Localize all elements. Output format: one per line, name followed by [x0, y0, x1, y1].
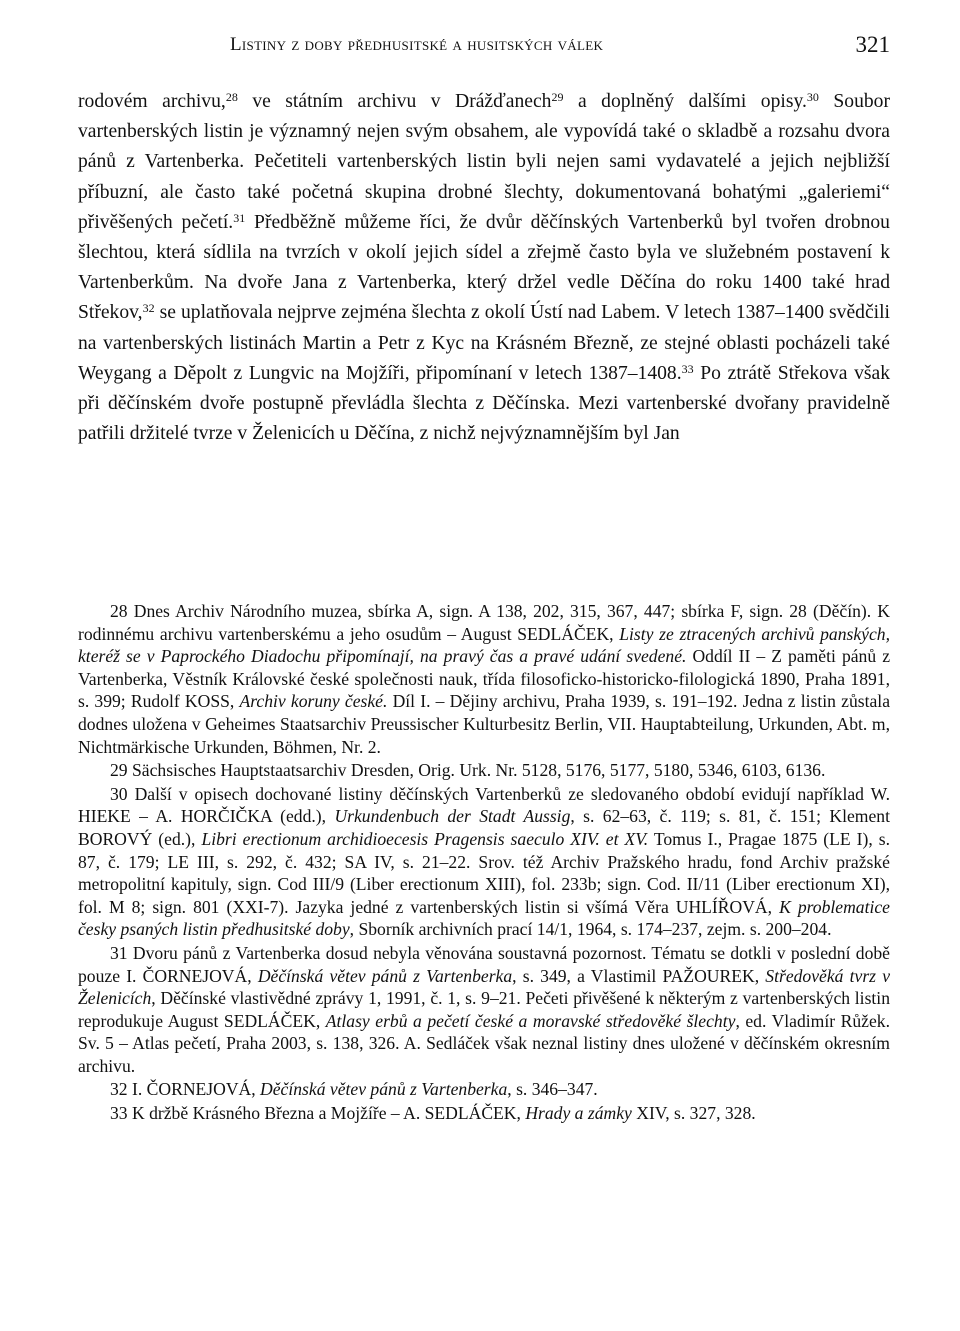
footnote-ref-31[interactable]: 31: [233, 210, 246, 225]
footnote-32: 32 I. ČORNEJOVÁ, Děčínská větev pánů z Vartenberka, s. 346–347.: [110, 1079, 598, 1100]
footnote-29: 29 Sächsisches Hauptstaatsarchiv Dresden, Orig. Urk. Nr. 5128, 5176, 5177, 5180, 5346, 6103, 6136.: [110, 760, 826, 781]
footnote-ref-29[interactable]: 29: [551, 90, 564, 104]
footnote-ref-30[interactable]: 30: [806, 90, 819, 104]
footnote-31: 31 Dvoru pánů z Vartenberka dosud nebyla věnována soustavná pozornost. Tématu se dotkli v poslední době pouze I. ČORNEJOVÁ, Děčínská větev pánů z Vartenberka, s. 349, a Vlastimil PAŽOUREK, Středověká tvrz v Želenicích, Děčínské vlastivědné zprávy 1, 1991, č. 1, s. 9–21. Pečeti přivěšené k některým z vartenberských listin reprodukuje August SEDLÁČEK, Atlasy erbů a pečetí české a moravské středověké šlechty, ed. Vladimír Růžek. Sv. 5 – Atlas pečetí, Praha 2003, s. 138, 326. A. Sedláček však neznal listiny dnes uložené v děčínském okresním archivu.: [78, 942, 891, 1076]
footnote-33: 33 K držbě Krásného Března a Mojžíře – A. SEDLÁČEK, Hrady a zámky XIV, s. 327, 328.: [110, 1103, 756, 1124]
footnote-ref-28[interactable]: 28: [225, 90, 238, 104]
footnote-separator: [78, 561, 890, 562]
page-header: [78, 34, 890, 62]
page-number: 321: [855, 32, 890, 57]
main-text: [78, 87, 890, 449]
body-paragraph: rodovém archivu,$^{28}$ ve státním archivu v Drážďanech$^{29}$ a doplněný dalšími opisy.$^{30}$ Soubor vartenberských listin je významný nejen svým obsahem, ale vypovídá také o skladbě a rozsahu dvora pánů z Vartenberka. Pečetiteli vartenberských listin byli nejen sami vydavatelé a jejich nejbližší příbuzní, ale často také početná skupina drobné šlechty, dokumentovaná bohatými „galeriemi“ přivěšených pečetí.$^{31}$ Předběžně můžeme říci, že dvůr děčínských Vartenberků byl tvořen drobnou šlechtou, která sídlila na tvrzích v okolí jejich sídel a zřejmě často byla ve služebném postavení k Vartenberkům. Na dvoře Jana z Vartenberka, který držel vedle Děčína do roku 1400 také hrad Střekov,$^{32}$ se uplatňovala nejprve zejména šlechta z okolí Ústí nad Labem. V letech 1387–1400 svědčili na vartenberských listinách Martin a Petr z Kyc na Krásném Březně, ze stejné oblasti pocházeli také Weygang a Děpolt z Lungvic na Mojžíři, připomínaní v letech 1387–1408.33 Po ztrátě Střekova však při děčínském dvoře postupně převládla šlechta z Děčínska. Mezi vartenberské dvořany pravidelně patřili držitelé tvrze v Želenicích u Děčína, z nichž nejvýznamnějším byl Jan: [78, 90, 890, 445]
footnote-ref-32[interactable]: 32: [142, 301, 155, 316]
footnotes: [78, 600, 890, 1126]
footnote-ref-33[interactable]: 33: [681, 361, 694, 376]
footnote-30: 30 Další v opisech dochované listiny děčínských Vartenberků ze sledovaného období evidují například W. HIEKE – A. HORČIČKA (edd.), Urkundenbuch der Stadt Aussig, s. 62–63, č. 119; s. 81, č. 151; Klement BOROVÝ (ed.), Libri erectionum archidioecesis Pragensis saeculo XIV. et XV. Tomus I., Pragae 1875 (LE I), s. 87, č. 179; LE III, s. 292, č. 432; SA IV, s. 21–22. Srov. též Archiv Pražského hradu, fond Archiv pražské metropolitní kapituly, sign. Cod III/9 (Liber erectionum XIII), fol. 233b; sign. Cod. II/11 (Liber erectionum XI), fol. M 8; sign. 801 (XXI-7). Jazyka jedné z vartenberských listin si všímá Věra UHLÍŘOVÁ, K problematice česky psaných listin předhusitské doby, Sborník archivních prací 14/1, 1964, s. 174–237, zejm. s. 200–204.: [78, 783, 891, 940]
running-head: Listiny z doby předhusitské a husitských válek: [230, 34, 604, 55]
footnote-28: 28 Dnes Archiv Národního muzea, sbírka A, sign. A 138, 202, 315, 367, 447; sbírka F, sign. 28 (Děčín). K rodinnému archivu vartenberskému a jeho osudům – August SEDLÁČEK, Listy ze ztracených archivů panských, kteréž se v Paprockého Diadochu připomínají, na pravý čas a pravé udání svedené. Oddíl II – Z paměti pánů z Vartenberka, Věstník Královské české společnosti nauk, třída filosoficko-historicko-filologická 1890, Praha 1891, s. 399; Rudolf KOSS, Archiv koruny české. Díl I. – Dějiny archivu, Praha 1939, s. 191–192. Jedna z listin zůstala dodnes uložena v Geheimes Staatsarchiv Preussischer Kulturbesitz Berlin, VII. Hauptabteilung, Urkunden, Abt. m, Nichtmärkische Urkunden, Böhmen, Nr. 2.: [78, 601, 890, 757]
